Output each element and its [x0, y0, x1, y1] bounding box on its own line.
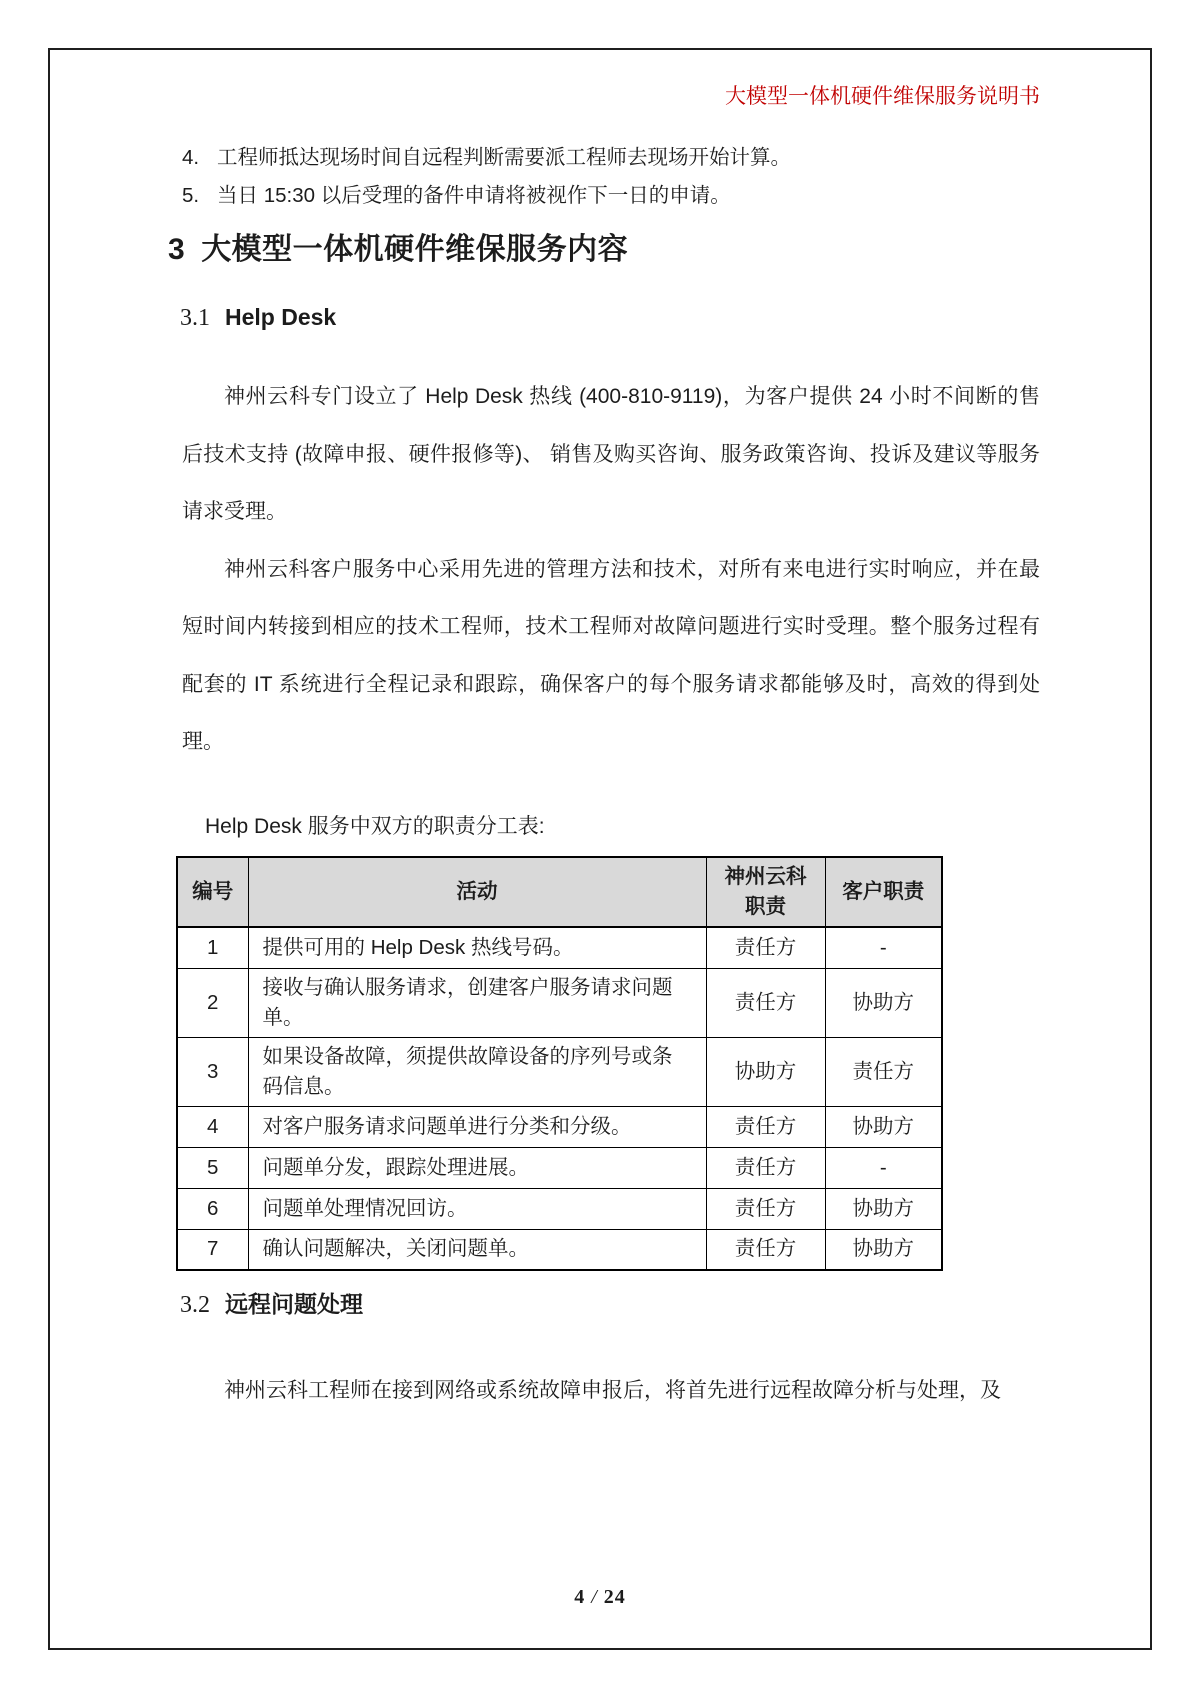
- table-row: [177, 1106, 942, 1147]
- cell-number: 4: [177, 1106, 248, 1147]
- column-header-activity: 活动: [248, 857, 706, 927]
- table-row: [177, 968, 942, 1037]
- body-text: [182, 368, 1040, 771]
- table-row: [177, 1037, 942, 1106]
- chapter-title: 大模型一体机硬件维保服务内容: [201, 233, 629, 266]
- list-item-text: 工程师抵达现场时间自远程判断需要派工程师去现场开始计算。: [217, 146, 791, 169]
- section-number: 3.1: [180, 305, 210, 331]
- chapter-heading: [168, 224, 628, 268]
- section-title: Help Desk: [225, 304, 337, 330]
- section-number: 3.2: [180, 1292, 210, 1318]
- table-row: [177, 1147, 942, 1188]
- cell-number: 5: [177, 1147, 248, 1188]
- cell-activity: 确认问题解决，关闭问题单。: [248, 1229, 706, 1270]
- cell-szyk-duty: 责任方: [706, 927, 825, 968]
- table-intro-text: Help Desk 服务中双方的职责分工表:: [205, 815, 545, 838]
- cell-number: 7: [177, 1229, 248, 1270]
- chapter-number: 3: [168, 233, 186, 266]
- table-row: [177, 1229, 942, 1270]
- cell-activity: 如果设备故障，须提供故障设备的序列号或条码信息。: [248, 1037, 706, 1106]
- cell-customer-duty: 协助方: [825, 1229, 942, 1270]
- current-page-number: 4: [574, 1586, 586, 1608]
- cell-customer-duty: 责任方: [825, 1037, 942, 1106]
- list-item-number: 4.: [182, 146, 200, 169]
- table-header-row: [177, 857, 942, 927]
- responsibility-table: [176, 856, 943, 1271]
- body-text: [182, 1374, 1040, 1408]
- cell-number: 2: [177, 968, 248, 1037]
- column-header-number: 编号: [177, 857, 248, 927]
- cell-customer-duty: 协助方: [825, 1188, 942, 1229]
- list-item-text: 当日 15:30 以后受理的备件申请将被视作下一日的申请。: [217, 184, 731, 207]
- cell-szyk-duty: 责任方: [706, 1106, 825, 1147]
- cell-activity: 提供可用的 Help Desk 热线号码。: [248, 927, 706, 968]
- cell-szyk-duty: 责任方: [706, 968, 825, 1037]
- cell-customer-duty: -: [825, 1147, 942, 1188]
- page-number-separator: /: [591, 1586, 598, 1608]
- cell-szyk-duty: 责任方: [706, 1147, 825, 1188]
- cell-activity: 接收与确认服务请求，创建客户服务请求问题单。: [248, 968, 706, 1037]
- cell-szyk-duty: 协助方: [706, 1037, 825, 1106]
- paragraph: 神州云科客户服务中心采用先进的管理方法和技术，对所有来电进行实时响应，并在最短时间内转接到相应的技术工程师，技术工程师对故障问题进行实时受理。整个服务过程有配套的 IT 系统进行全程记录和跟踪，确保客户的每个服务请求都能够及时，高效的得到处理。: [182, 557, 1040, 753]
- cell-szyk-duty: 责任方: [706, 1188, 825, 1229]
- paragraph: 神州云科专门设立了 Help Desk 热线 (400-810-9119)，为客户提供 24 小时不间断的售后技术支持 (故障申报、硬件报修等)、 销售及购买咨询、服务政策咨询、投诉及建议等服务请求受理。: [182, 385, 1040, 523]
- section-heading-3-1: [180, 304, 336, 332]
- table-row: [177, 1188, 942, 1229]
- section-title: 远程问题处理: [225, 1291, 363, 1317]
- list-item: [182, 178, 731, 208]
- list-item-number: 5.: [182, 184, 200, 207]
- cell-activity: 问题单处理情况回访。: [248, 1188, 706, 1229]
- paragraph: 神州云科工程师在接到网络或系统故障申报后，将首先进行远程故障分析与处理，及: [224, 1379, 1001, 1402]
- cell-activity: 对客户服务请求问题单进行分类和分级。: [248, 1106, 706, 1147]
- document-header-title: 大模型一体机硬件维保服务说明书: [725, 84, 1040, 108]
- cell-activity: 问题单分发，跟踪处理进展。: [248, 1147, 706, 1188]
- cell-number: 6: [177, 1188, 248, 1229]
- list-item: [182, 140, 791, 170]
- column-header-customer-duty: 客户职责: [825, 857, 942, 927]
- cell-customer-duty: 协助方: [825, 1106, 942, 1147]
- page-number-footer: [0, 1586, 1200, 1609]
- table-row: [177, 927, 942, 968]
- column-header-szyk-duty: 神州云科职责: [706, 857, 825, 927]
- cell-number: 1: [177, 927, 248, 968]
- cell-customer-duty: 协助方: [825, 968, 942, 1037]
- section-heading-3-2: [180, 1286, 363, 1319]
- cell-number: 3: [177, 1037, 248, 1106]
- total-page-count: 24: [603, 1586, 626, 1608]
- page-border-frame: [48, 48, 1152, 1650]
- cell-customer-duty: -: [825, 927, 942, 968]
- cell-szyk-duty: 责任方: [706, 1229, 825, 1270]
